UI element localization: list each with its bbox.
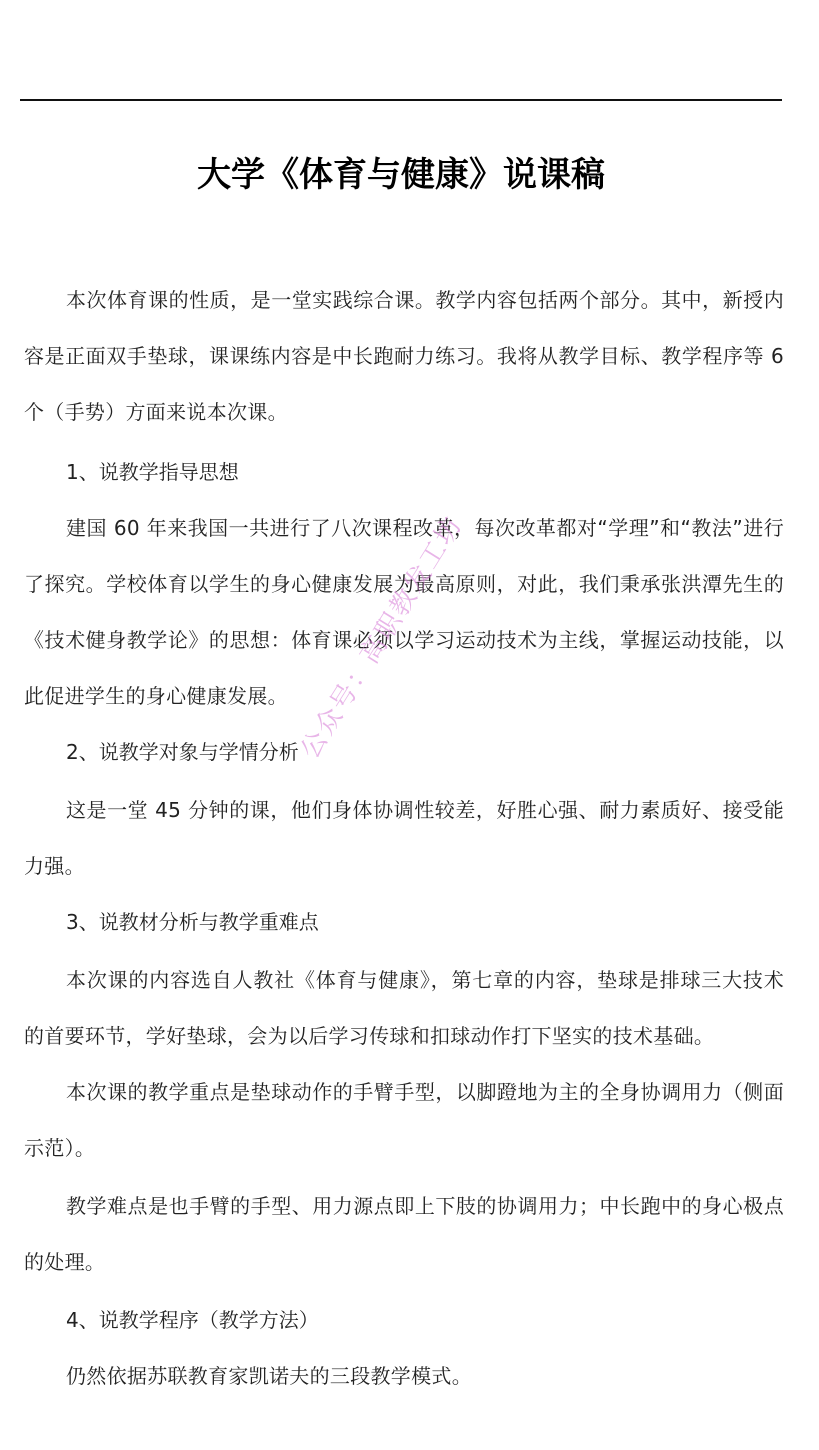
section-2-body: 这是一堂 45 分钟的课，他们身体协调性较差，好胜心强、耐力素质好、接受能力强。 <box>24 798 784 878</box>
section-3-heading: 3、说教材分析与教学重难点 <box>66 910 319 934</box>
document-title: 大学《体育与健康》说课稿 <box>197 155 605 195</box>
section-2-heading: 2、说教学对象与学情分析 <box>66 740 299 764</box>
header-rule <box>20 99 782 101</box>
section-3-body-3: 教学难点是也手臂的手型、用力源点即上下肢的协调用力；中长跑中的身心极点的处理。 <box>24 1194 784 1274</box>
section-3-body-2: 本次课的教学重点是垫球动作的手臂手型，以脚蹬地为主的全身协调用力（侧面示范）。 <box>24 1080 784 1160</box>
section-1-heading: 1、说教学指导思想 <box>66 460 239 484</box>
section-3-body-1: 本次课的内容选自人教社《体育与健康》，第七章的内容，垫球是排球三大技术的首要环节，学好垫球，会为以后学习传球和扣球动作打下坚实的技术基础。 <box>24 968 784 1048</box>
section-4-body: 仍然依据苏联教育家凯诺夫的三段教学模式。 <box>66 1364 472 1388</box>
section-4-heading: 4、说教学程序（教学方法） <box>66 1308 319 1332</box>
section-1-body: 建国 60 年来我国一共进行了八次课程改革，每次改革都对“学理”和“教法”进行了探究。学校体育以学生的身心健康发展为最高原则，对此，我们秉承张洪潭先生的《技术健身教学论》的思想：体育课必须以学习运动技术为主线，掌握运动技能，以此促进学生的身心健康发展。 <box>24 516 784 708</box>
intro-paragraph: 本次体育课的性质，是一堂实践综合课。教学内容包括两个部分。其中，新授内容是正面双手垫球，课课练内容是中长跑耐力练习。我将从教学目标、教学程序等 6 个（手势）方面来说本次课。 <box>24 288 784 424</box>
watermark-text: 公众号：高职教发工坊 <box>295 510 469 765</box>
